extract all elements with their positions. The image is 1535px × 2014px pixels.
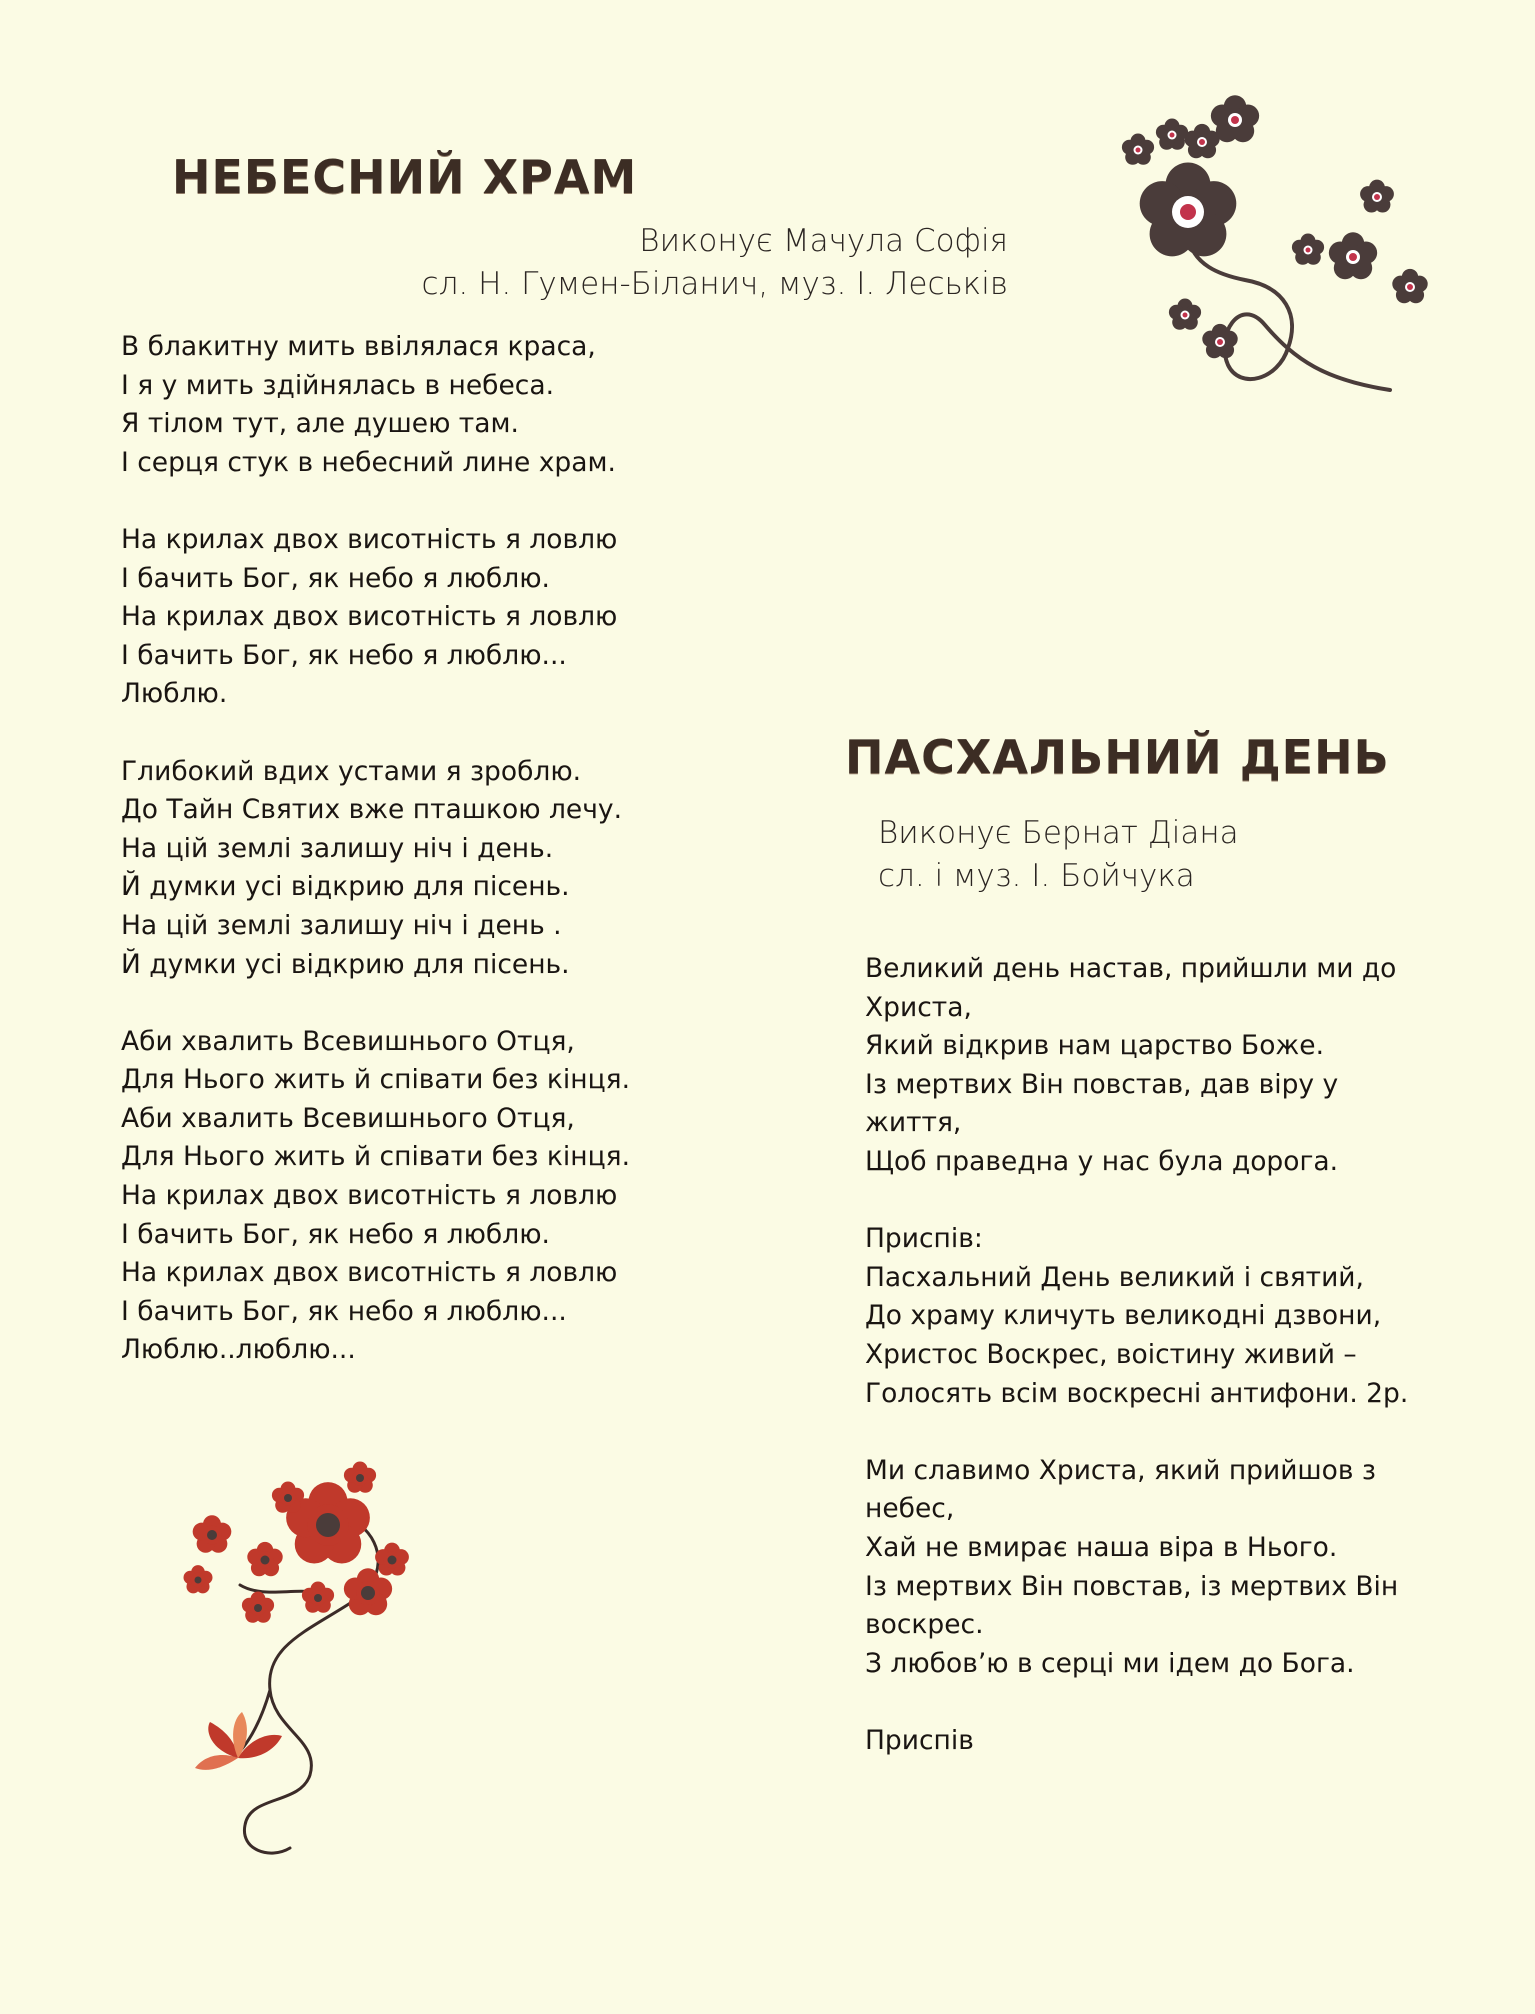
lyric-line: Я тілом тут, але душею там. <box>121 408 519 440</box>
lyric-line: До храму кличуть великодні дзвони, <box>865 1300 1382 1332</box>
lyric-line: Люблю. <box>121 678 228 710</box>
lyric-line: Із мертвих Він повстав, із мертвих Він <box>865 1570 1399 1602</box>
lyric-line: Христос Воскрес, воістину живий – <box>865 1338 1357 1370</box>
lyric-line: Приспів <box>865 1724 974 1756</box>
stanza <box>865 950 1408 1182</box>
lyric-line: На крилах двох висотність я ловлю <box>121 1257 618 1289</box>
lyric-line: Приспів: <box>865 1223 983 1255</box>
stanza <box>121 1023 630 1370</box>
lyric-line: Аби хвалить Всевишнього Отця, <box>121 1102 575 1134</box>
lyric-line: Щоб праведна у нас була дорога. <box>865 1145 1339 1177</box>
lyric-line: Пасхальний День великий і святий, <box>865 1261 1364 1293</box>
lyric-line: Люблю..люблю... <box>121 1334 356 1366</box>
lyric-line: Який відкрив нам царство Боже. <box>865 1030 1325 1062</box>
lyric-line: Й думки усі відкрию для пісень. <box>121 948 570 980</box>
performer-line: Виконує Бернат Діана <box>878 815 1239 851</box>
lyric-line: З любов’ю в серці ми ідем до Бога. <box>865 1647 1355 1679</box>
lyric-line: Для Нього жить й співати без кінця. <box>121 1064 630 1096</box>
lyric-line: Ми славимо Христа, який прийшов з <box>865 1454 1377 1486</box>
lyric-line: Глибокий вдих устами я зроблю. <box>121 755 582 787</box>
authors-line: сл. Н. Гумен-Біланич, муз. І. Леськів <box>421 266 1008 302</box>
performer-line: Виконує Мачула Софія <box>639 223 1008 259</box>
lyric-line: І бачить Бог, як небо я люблю... <box>121 639 567 671</box>
lyric-line: воскрес. <box>865 1609 984 1641</box>
stanza <box>865 1722 1408 1761</box>
lyric-line: В блакитну мить ввілялася краса, <box>121 331 596 362</box>
lyric-line: Аби хвалить Всевишнього Отця, <box>121 1025 575 1057</box>
lyrics-song-1 <box>121 328 630 1409</box>
lyric-line: І бачить Бог, як небо я люблю. <box>121 562 550 594</box>
lyric-line: життя, <box>865 1107 962 1139</box>
lyric-line: І я у мить здійнялась в небеса. <box>121 369 555 401</box>
lyric-line: І бачить Бог, як небо я люблю. <box>121 1218 550 1250</box>
stanza <box>121 753 630 985</box>
lyric-line: І бачить Бог, як небо я люблю... <box>121 1295 567 1327</box>
stanza <box>865 1452 1408 1684</box>
song-credits-2 <box>878 812 1239 898</box>
stanza <box>121 328 630 482</box>
lyric-line: Для Нього жить й співати без кінця. <box>121 1141 630 1173</box>
flower-branch-dark-icon <box>1110 90 1450 490</box>
lyric-line: небес, <box>865 1493 955 1525</box>
song-title-heavenly-temple: НЕБЕСНИЙ ХРАМ <box>172 150 638 204</box>
lyric-line: На крилах двох висотність я ловлю <box>121 523 618 555</box>
song-credits-1 <box>422 220 1008 306</box>
song-title-easter-day: ПАСХАЛЬНИЙ ДЕНЬ <box>845 730 1390 784</box>
flower-branch-red-icon <box>170 1450 430 1870</box>
lyric-line: Голосять всім воскресні антифони. 2р. <box>865 1377 1409 1409</box>
stanza <box>121 521 630 714</box>
lyric-line: На цій землі залишу ніч і день. <box>121 832 554 864</box>
lyric-line: Христа, <box>865 991 972 1023</box>
lyric-line: На цій землі залишу ніч і день . <box>121 909 562 941</box>
lyrics-song-2 <box>865 950 1408 1799</box>
lyric-line: Великий день настав, прийшли ми до <box>865 953 1397 984</box>
authors-line: сл. і муз. І. Бойчука <box>878 858 1195 894</box>
stanza <box>865 1220 1408 1413</box>
lyric-line: Й думки усі відкрию для пісень. <box>121 871 570 903</box>
lyric-line: На крилах двох висотність я ловлю <box>121 1180 618 1212</box>
lyric-line: На крилах двох висотність я ловлю <box>121 601 618 633</box>
lyric-line: Із мертвих Він повстав, дав віру у <box>865 1068 1339 1100</box>
lyric-line: Хай не вмирає наша віра в Нього. <box>865 1531 1338 1563</box>
lyric-line: І серця стук в небесний лине храм. <box>121 446 616 478</box>
lyric-line: До Тайн Святих вже пташкою лечу. <box>121 794 622 826</box>
